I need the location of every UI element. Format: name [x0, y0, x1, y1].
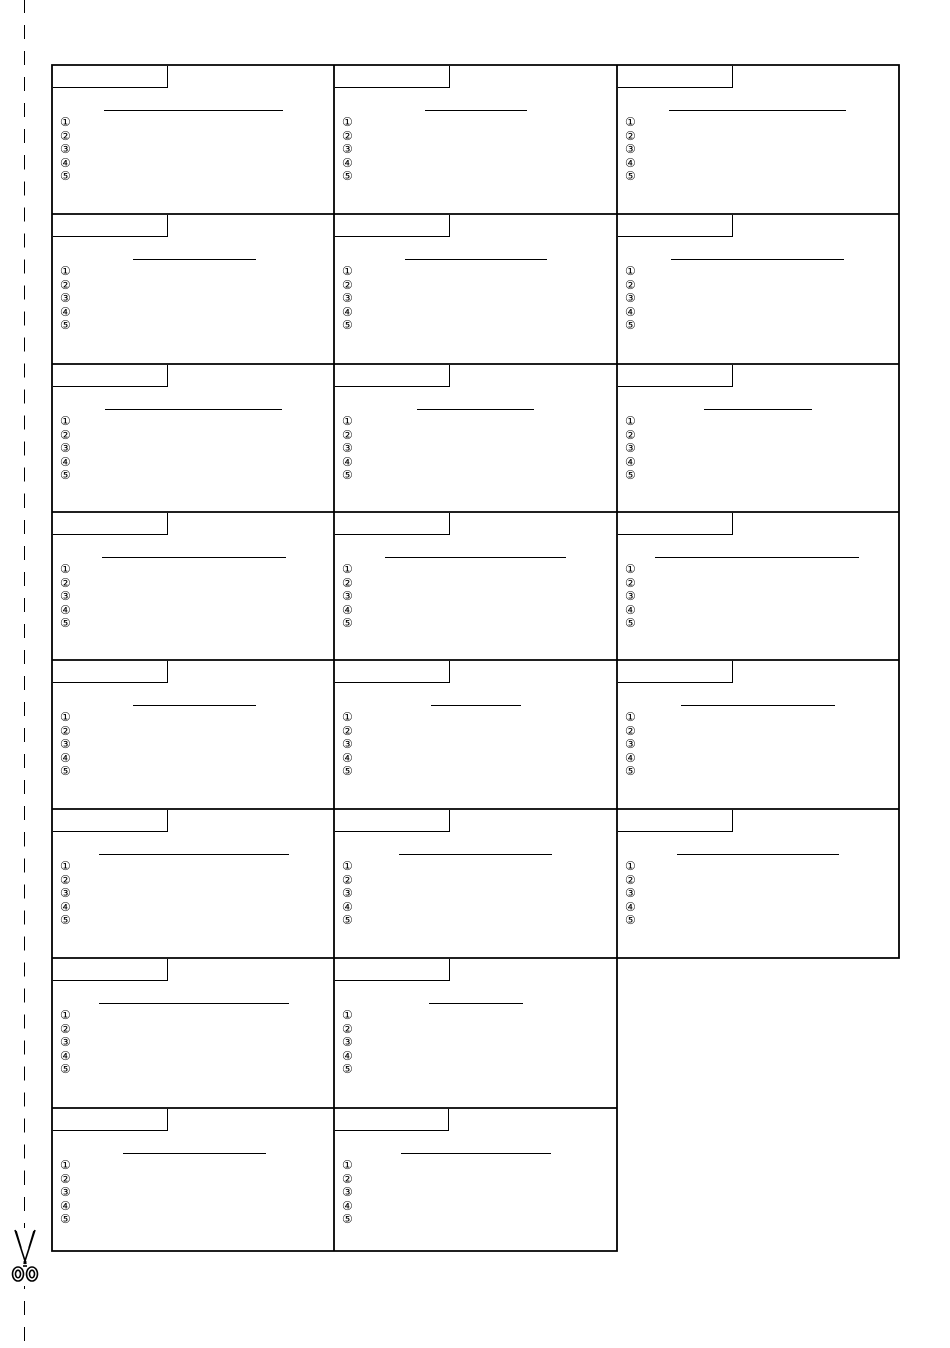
- question-title-line: [99, 854, 289, 855]
- option-1[interactable]: ①: [60, 859, 71, 873]
- question-number-box[interactable]: [335, 1109, 449, 1131]
- option-2[interactable]: ②: [342, 1021, 353, 1036]
- option-3[interactable]: ③: [625, 142, 636, 156]
- option-2[interactable]: ②: [342, 427, 353, 442]
- option-4[interactable]: ④: [625, 602, 636, 617]
- option-4[interactable]: ④: [60, 1198, 71, 1213]
- option-3[interactable]: ③: [60, 589, 71, 603]
- option-3[interactable]: ③: [60, 291, 71, 305]
- question-cell-5: [335, 215, 617, 364]
- option-5[interactable]: ⑤: [60, 913, 71, 927]
- option-2[interactable]: ②: [342, 277, 353, 292]
- question-title-line: [704, 409, 812, 410]
- answer-options: [625, 116, 636, 184]
- question-number-box[interactable]: [335, 513, 450, 535]
- option-5[interactable]: ⑤: [625, 318, 636, 332]
- answer-options: [342, 265, 353, 333]
- option-3[interactable]: ③: [625, 589, 636, 603]
- question-cell-14: [335, 661, 617, 809]
- question-title-line: [133, 259, 256, 260]
- option-4[interactable]: ④: [342, 899, 353, 914]
- option-1[interactable]: ①: [342, 1158, 353, 1172]
- option-3[interactable]: ③: [625, 737, 636, 751]
- option-5[interactable]: ⑤: [625, 169, 636, 183]
- option-3[interactable]: ③: [60, 441, 71, 455]
- option-3[interactable]: ③: [625, 441, 636, 455]
- option-4[interactable]: ④: [342, 304, 353, 319]
- option-3[interactable]: ③: [342, 1035, 353, 1049]
- option-4[interactable]: ④: [625, 454, 636, 469]
- question-cell-7: [53, 365, 334, 512]
- option-4[interactable]: ④: [60, 454, 71, 469]
- option-1[interactable]: ①: [342, 859, 353, 873]
- option-5[interactable]: ⑤: [342, 1062, 353, 1076]
- option-5[interactable]: ⑤: [60, 318, 71, 332]
- option-2[interactable]: ②: [60, 872, 71, 887]
- question-cell-4: [53, 215, 334, 364]
- option-1[interactable]: ①: [625, 414, 636, 428]
- option-5[interactable]: ⑤: [60, 1062, 71, 1076]
- option-3[interactable]: ③: [342, 142, 353, 156]
- option-2[interactable]: ②: [60, 575, 71, 590]
- answer-options: [342, 1009, 353, 1077]
- question-cell-13: [53, 661, 334, 809]
- option-1[interactable]: ①: [342, 115, 353, 129]
- option-2[interactable]: ②: [60, 723, 71, 738]
- question-cell-17: [335, 810, 617, 958]
- option-2[interactable]: ②: [342, 1171, 353, 1186]
- question-cell-21: [53, 1109, 334, 1251]
- answer-options: [60, 1009, 71, 1077]
- option-5[interactable]: ⑤: [625, 764, 636, 778]
- answer-options: [342, 711, 353, 779]
- answer-options: [60, 711, 71, 779]
- option-5[interactable]: ⑤: [342, 169, 353, 183]
- option-1[interactable]: ①: [60, 1008, 71, 1022]
- question-title-line: [431, 705, 521, 706]
- question-cell-9: [618, 365, 899, 512]
- option-3[interactable]: ③: [60, 1035, 71, 1049]
- question-number-box[interactable]: [53, 215, 168, 237]
- question-number-box[interactable]: [335, 365, 450, 387]
- option-1[interactable]: ①: [60, 115, 71, 129]
- option-4[interactable]: ④: [60, 602, 71, 617]
- option-4[interactable]: ④: [60, 899, 71, 914]
- option-1[interactable]: ①: [342, 562, 353, 576]
- option-2[interactable]: ②: [625, 128, 636, 143]
- option-2[interactable]: ②: [60, 277, 71, 292]
- option-2[interactable]: ②: [625, 872, 636, 887]
- option-3[interactable]: ③: [60, 737, 71, 751]
- question-title-line: [102, 557, 286, 558]
- option-2[interactable]: ②: [625, 723, 636, 738]
- option-5[interactable]: ⑤: [60, 616, 71, 630]
- answer-options: [60, 265, 71, 333]
- option-3[interactable]: ③: [625, 291, 636, 305]
- question-title-line: [429, 1003, 523, 1004]
- option-2[interactable]: ②: [60, 1021, 71, 1036]
- question-cell-1: [53, 66, 334, 214]
- question-title-line: [417, 409, 534, 410]
- question-number-box[interactable]: [618, 215, 733, 237]
- question-title-line: [669, 110, 846, 111]
- option-4[interactable]: ④: [60, 155, 71, 170]
- option-1[interactable]: ①: [342, 1008, 353, 1022]
- answer-options: [342, 1159, 353, 1227]
- option-3[interactable]: ③: [342, 291, 353, 305]
- option-3[interactable]: ③: [342, 737, 353, 751]
- option-5[interactable]: ⑤: [625, 616, 636, 630]
- question-cell-16: [53, 810, 334, 958]
- question-number-box[interactable]: [335, 959, 450, 981]
- answer-options: [625, 711, 636, 779]
- option-4[interactable]: ④: [342, 454, 353, 469]
- question-number-box[interactable]: [335, 661, 450, 683]
- option-4[interactable]: ④: [625, 750, 636, 765]
- question-cell-6: [618, 215, 899, 364]
- option-3[interactable]: ③: [625, 886, 636, 900]
- option-5[interactable]: ⑤: [60, 468, 71, 482]
- answer-options: [60, 860, 71, 928]
- question-number-box[interactable]: [53, 1109, 168, 1131]
- question-number-box[interactable]: [618, 365, 733, 387]
- option-1[interactable]: ①: [60, 562, 71, 576]
- question-number-box[interactable]: [53, 513, 168, 535]
- option-4[interactable]: ④: [625, 155, 636, 170]
- question-number-box[interactable]: [335, 215, 450, 237]
- answer-options: [625, 563, 636, 631]
- question-cell-10: [53, 513, 334, 660]
- option-5[interactable]: ⑤: [342, 1212, 353, 1226]
- option-3[interactable]: ③: [60, 886, 71, 900]
- question-number-box[interactable]: [618, 513, 733, 535]
- option-2[interactable]: ②: [60, 1171, 71, 1186]
- option-4[interactable]: ④: [60, 750, 71, 765]
- option-1[interactable]: ①: [625, 115, 636, 129]
- question-number-box[interactable]: [618, 810, 733, 832]
- answer-options: [60, 1159, 71, 1227]
- question-title-line: [405, 259, 547, 260]
- question-number-box[interactable]: [618, 66, 733, 88]
- answer-options: [625, 860, 636, 928]
- option-1[interactable]: ①: [625, 562, 636, 576]
- option-1[interactable]: ①: [60, 264, 71, 278]
- option-4[interactable]: ④: [342, 155, 353, 170]
- question-cell-11: [335, 513, 617, 660]
- answer-options: [625, 265, 636, 333]
- option-3[interactable]: ③: [342, 1185, 353, 1199]
- question-number-box[interactable]: [53, 959, 168, 981]
- option-3[interactable]: ③: [60, 1185, 71, 1199]
- question-title-line: [401, 1153, 551, 1154]
- question-title-line: [104, 110, 283, 111]
- answer-options: [60, 116, 71, 184]
- question-cell-8: [335, 365, 617, 512]
- question-cell-18: [618, 810, 899, 958]
- option-1[interactable]: ①: [342, 414, 353, 428]
- question-cell-22: [335, 1109, 617, 1251]
- option-1[interactable]: ①: [60, 414, 71, 428]
- question-title-line: [681, 705, 835, 706]
- option-1[interactable]: ①: [625, 859, 636, 873]
- option-5[interactable]: ⑤: [60, 764, 71, 778]
- option-1[interactable]: ①: [60, 1158, 71, 1172]
- option-1[interactable]: ①: [625, 264, 636, 278]
- option-1[interactable]: ①: [342, 710, 353, 724]
- question-cell-12: [618, 513, 899, 660]
- option-2[interactable]: ②: [625, 277, 636, 292]
- question-title-line: [399, 854, 552, 855]
- answer-options: [342, 563, 353, 631]
- option-4[interactable]: ④: [342, 602, 353, 617]
- question-number-box[interactable]: [53, 365, 168, 387]
- question-number-box[interactable]: [53, 661, 168, 683]
- option-4[interactable]: ④: [342, 1048, 353, 1063]
- option-5[interactable]: ⑤: [342, 616, 353, 630]
- question-title-line: [99, 1003, 289, 1004]
- question-title-line: [425, 110, 527, 111]
- question-cell-2: [335, 66, 617, 214]
- option-2[interactable]: ②: [625, 427, 636, 442]
- answer-options: [60, 415, 71, 483]
- answer-options: [625, 415, 636, 483]
- option-5[interactable]: ⑤: [60, 1212, 71, 1226]
- question-title-line: [133, 705, 256, 706]
- option-4[interactable]: ④: [342, 750, 353, 765]
- option-2[interactable]: ②: [625, 575, 636, 590]
- question-cell-3: [618, 66, 899, 214]
- option-4[interactable]: ④: [625, 899, 636, 914]
- option-2[interactable]: ②: [342, 575, 353, 590]
- option-2[interactable]: ②: [342, 128, 353, 143]
- option-3[interactable]: ③: [60, 142, 71, 156]
- question-title-line: [671, 259, 844, 260]
- answer-options: [60, 563, 71, 631]
- question-cell-20: [335, 959, 617, 1108]
- option-1[interactable]: ①: [342, 264, 353, 278]
- option-4[interactable]: ④: [60, 1048, 71, 1063]
- option-3[interactable]: ③: [342, 886, 353, 900]
- answer-options: [342, 116, 353, 184]
- option-4[interactable]: ④: [342, 1198, 353, 1213]
- option-2[interactable]: ②: [60, 128, 71, 143]
- question-cell-19: [53, 959, 334, 1108]
- answer-options: [342, 415, 353, 483]
- question-number-box[interactable]: [53, 66, 168, 88]
- question-number-box[interactable]: [53, 810, 168, 832]
- option-2[interactable]: ②: [342, 872, 353, 887]
- option-4[interactable]: ④: [625, 304, 636, 319]
- answer-options: [342, 860, 353, 928]
- option-5[interactable]: ⑤: [60, 169, 71, 183]
- option-5[interactable]: ⑤: [342, 468, 353, 482]
- question-title-line: [385, 557, 566, 558]
- option-5[interactable]: ⑤: [342, 764, 353, 778]
- question-title-line: [123, 1153, 266, 1154]
- option-2[interactable]: ②: [60, 427, 71, 442]
- option-3[interactable]: ③: [342, 589, 353, 603]
- option-1[interactable]: ①: [625, 710, 636, 724]
- question-title-line: [105, 409, 282, 410]
- question-title-line: [655, 557, 859, 558]
- question-number-box[interactable]: [618, 661, 733, 683]
- option-5[interactable]: ⑤: [625, 913, 636, 927]
- question-title-line: [677, 854, 839, 855]
- option-5[interactable]: ⑤: [342, 318, 353, 332]
- option-1[interactable]: ①: [60, 710, 71, 724]
- question-number-box[interactable]: [335, 810, 450, 832]
- question-number-box[interactable]: [335, 66, 450, 88]
- option-2[interactable]: ②: [342, 723, 353, 738]
- option-3[interactable]: ③: [342, 441, 353, 455]
- option-4[interactable]: ④: [60, 304, 71, 319]
- question-cell-15: [618, 661, 899, 809]
- option-5[interactable]: ⑤: [625, 468, 636, 482]
- option-5[interactable]: ⑤: [342, 913, 353, 927]
